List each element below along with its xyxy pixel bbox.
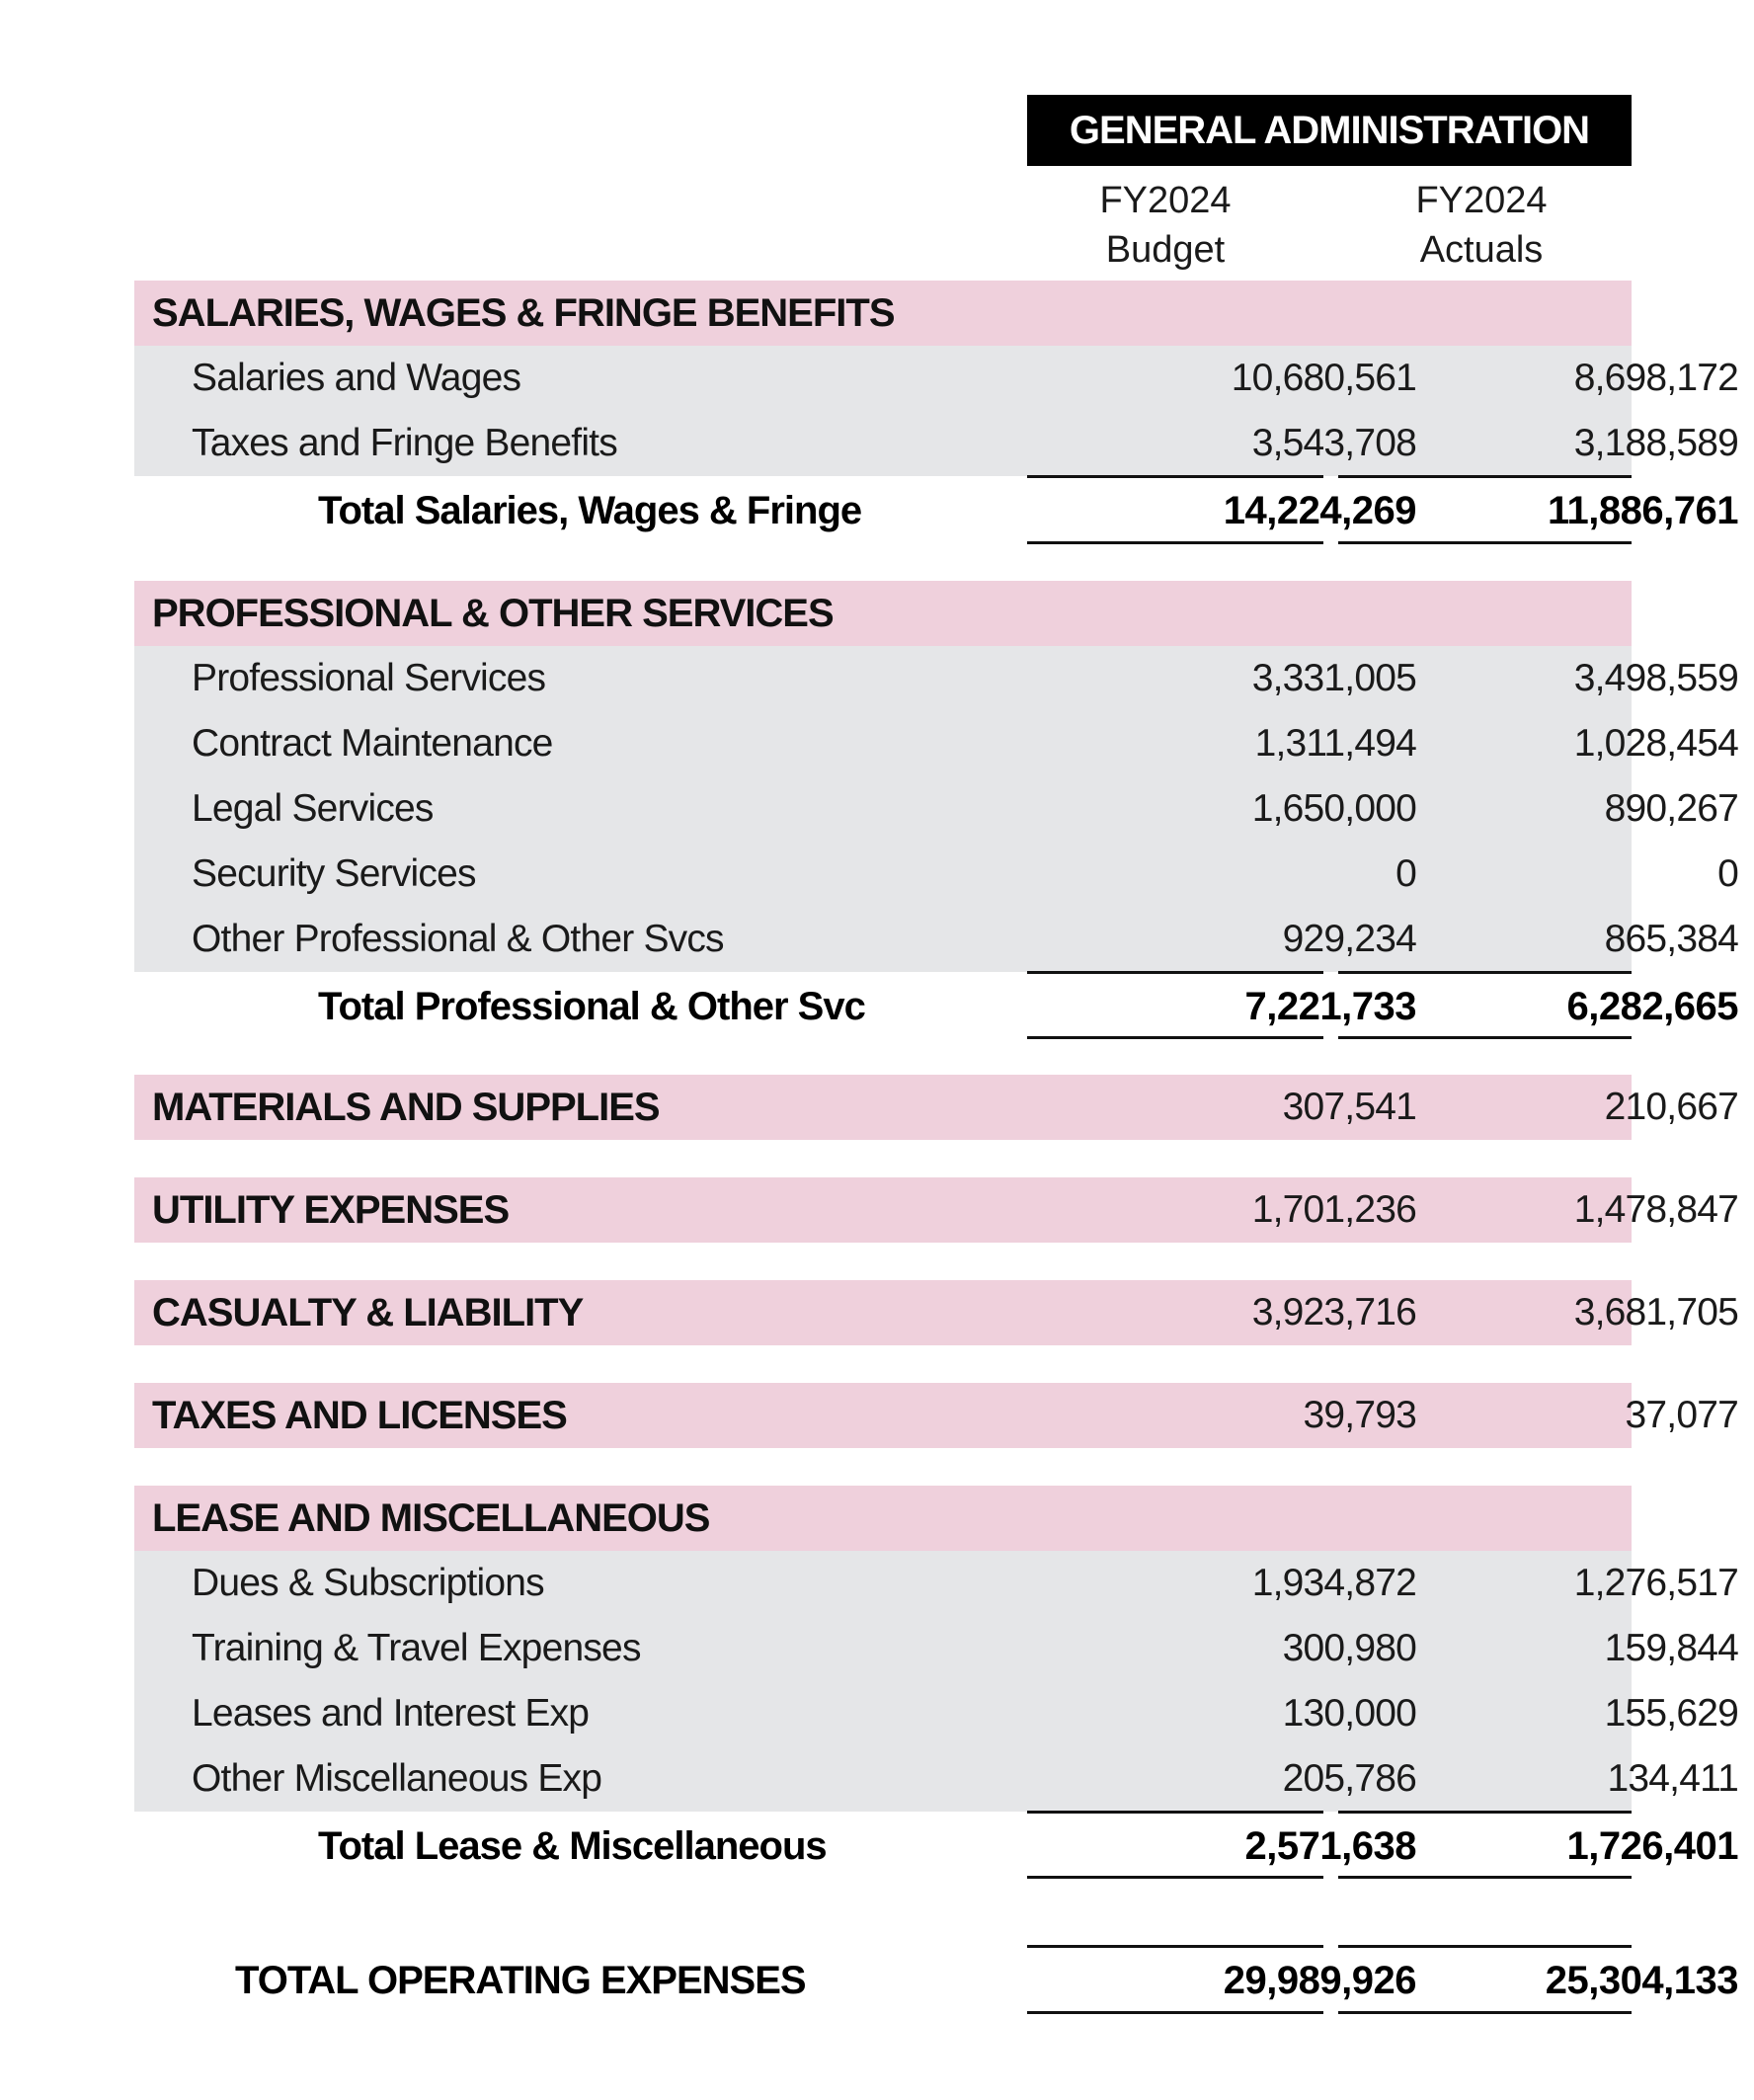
- grand-total-actual-value: 25,304,133: [1545, 1959, 1738, 2002]
- line-item-label: Professional Services: [192, 657, 546, 699]
- actual-value: 210,667: [1604, 1086, 1738, 1128]
- section-header-salaries: [134, 281, 1632, 346]
- section-header-lease: [134, 1486, 1632, 1551]
- total-actual-value: 6,282,665: [1566, 985, 1738, 1028]
- actual-value: 3,498,559: [1573, 657, 1738, 699]
- section-row-utility: [134, 1177, 1738, 1243]
- section-title: PROFESSIONAL & OTHER SERVICES: [152, 592, 834, 635]
- total-rule-bottom: [1338, 541, 1632, 544]
- section-title: TAXES AND LICENSES: [152, 1394, 567, 1437]
- line-item: [134, 776, 1738, 842]
- budget-column-year: FY2024: [1099, 180, 1232, 221]
- budget-value: 0: [1395, 852, 1416, 895]
- section-row-materials: [134, 1075, 1738, 1140]
- line-item-label: Training & Travel Expenses: [192, 1627, 641, 1669]
- line-item: [134, 411, 1738, 476]
- section-title: LEASE AND MISCELLANEOUS: [152, 1496, 710, 1540]
- total-row-salaries: [134, 478, 1738, 543]
- actual-value: 8,698,172: [1573, 357, 1738, 399]
- budget-value: 205,786: [1282, 1757, 1416, 1800]
- department-header: GENERAL ADMINISTRATION: [1027, 95, 1632, 166]
- grand-total-rule-bottom: [1027, 2011, 1323, 2014]
- actual-value: 159,844: [1604, 1627, 1738, 1669]
- section-title: UTILITY EXPENSES: [152, 1188, 510, 1232]
- section-title: CASUALTY & LIABILITY: [152, 1291, 584, 1334]
- line-item-label: Security Services: [192, 852, 476, 895]
- line-item: [134, 1746, 1738, 1812]
- actual-value: 155,629: [1604, 1692, 1738, 1735]
- total-label: Total Lease & Miscellaneous: [318, 1824, 827, 1868]
- total-actual-value: 11,886,761: [1548, 489, 1738, 532]
- actuals-column-label: Actuals: [1419, 229, 1544, 271]
- actual-value: 37,077: [1625, 1394, 1738, 1436]
- line-item: [134, 646, 1738, 711]
- total-rule-bottom: [1027, 541, 1323, 544]
- total-row-lease: [134, 1814, 1738, 1879]
- total-row-professional: [134, 974, 1738, 1039]
- total-budget-value: 14,224,269: [1223, 489, 1416, 532]
- line-item: [134, 1551, 1738, 1616]
- line-item: [134, 842, 1738, 907]
- actual-value: 890,267: [1604, 787, 1738, 830]
- section-row-taxes: [134, 1383, 1738, 1448]
- line-item-label: Legal Services: [192, 787, 434, 830]
- actual-value: 0: [1717, 852, 1738, 895]
- actual-value: 3,188,589: [1573, 422, 1738, 464]
- budget-value: 1,701,236: [1251, 1188, 1416, 1231]
- budget-value: 1,650,000: [1251, 787, 1416, 830]
- budget-value: 3,331,005: [1251, 657, 1416, 699]
- actual-value: 1,028,454: [1573, 722, 1738, 765]
- budget-value: 130,000: [1282, 1692, 1416, 1735]
- line-item-label: Dues & Subscriptions: [192, 1562, 544, 1604]
- line-item: [134, 711, 1738, 776]
- total-rule-bottom: [1338, 1876, 1632, 1879]
- section-row-casualty: [134, 1280, 1738, 1345]
- grand-total-budget-value: 29,989,926: [1223, 1959, 1416, 2002]
- budget-column-header: [1017, 176, 1314, 275]
- actual-value: 865,384: [1604, 918, 1738, 960]
- budget-value: 39,793: [1303, 1394, 1416, 1436]
- budget-value: 1,311,494: [1254, 722, 1416, 765]
- line-item: [134, 907, 1738, 972]
- actuals-column-year: FY2024: [1415, 180, 1548, 221]
- budget-value: 307,541: [1282, 1086, 1416, 1128]
- actual-value: 1,276,517: [1573, 1562, 1738, 1604]
- line-item-label: Leases and Interest Exp: [192, 1692, 590, 1735]
- total-rule-bottom: [1027, 1876, 1323, 1879]
- budget-value: 3,923,716: [1251, 1291, 1416, 1333]
- grand-total-row: [134, 1948, 1738, 2013]
- budget-value: 1,934,872: [1251, 1562, 1416, 1604]
- total-budget-value: 2,571,638: [1244, 1824, 1416, 1868]
- budget-value: 929,234: [1282, 918, 1416, 960]
- total-actual-value: 1,726,401: [1566, 1824, 1738, 1868]
- budget-column-label: Budget: [1105, 229, 1226, 271]
- line-item-label: Other Miscellaneous Exp: [192, 1757, 602, 1800]
- section-title: MATERIALS AND SUPPLIES: [152, 1086, 660, 1129]
- actual-value: 1,478,847: [1573, 1188, 1738, 1231]
- line-item: [134, 1616, 1738, 1681]
- total-rule-bottom: [1027, 1036, 1323, 1039]
- budget-value: 10,680,561: [1231, 357, 1416, 399]
- total-budget-value: 7,221,733: [1244, 985, 1416, 1028]
- total-label: Total Professional & Other Svc: [318, 985, 865, 1028]
- line-item: [134, 346, 1738, 411]
- line-item-label: Salaries and Wages: [192, 357, 521, 399]
- grand-total-label: TOTAL OPERATING EXPENSES: [235, 1959, 806, 2002]
- actual-value: 3,681,705: [1573, 1291, 1738, 1333]
- grand-total-rule-bottom: [1338, 2011, 1632, 2014]
- budget-value: 3,543,708: [1251, 422, 1416, 464]
- budget-value: 300,980: [1282, 1627, 1416, 1669]
- actuals-column-header: [1333, 176, 1630, 275]
- line-item-label: Contract Maintenance: [192, 722, 553, 765]
- section-title: SALARIES, WAGES & FRINGE BENEFITS: [152, 291, 895, 335]
- line-item-label: Taxes and Fringe Benefits: [192, 422, 617, 464]
- actual-value: 134,411: [1607, 1757, 1738, 1800]
- total-rule-bottom: [1338, 1036, 1632, 1039]
- total-label: Total Salaries, Wages & Fringe: [318, 489, 862, 532]
- line-item-label: Other Professional & Other Svcs: [192, 918, 724, 960]
- line-item: [134, 1681, 1738, 1746]
- section-header-professional: [134, 581, 1632, 646]
